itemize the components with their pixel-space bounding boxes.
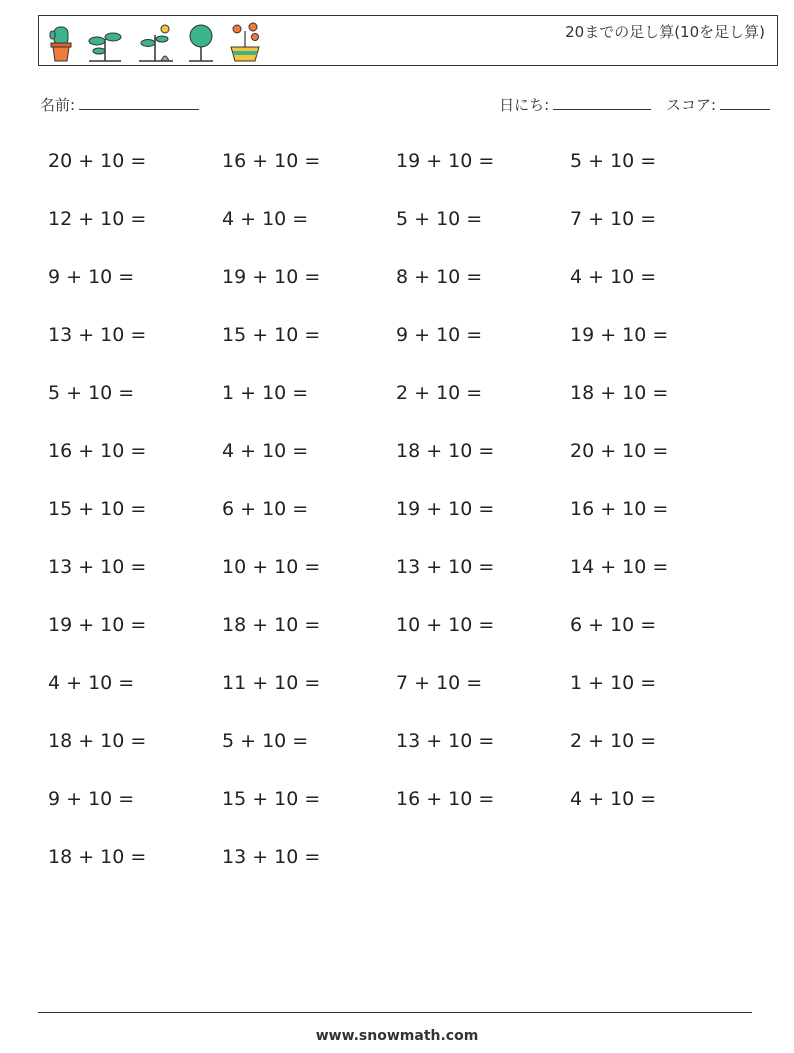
problem-item: 6 + 10 = (222, 498, 309, 520)
problem-item: 10 + 10 = (396, 614, 495, 636)
flower-plants-icon (135, 23, 175, 63)
date-blank[interactable] (553, 95, 651, 110)
icon-strip (47, 21, 263, 63)
sprout-icon (85, 27, 125, 63)
problem-item: 16 + 10 = (48, 440, 147, 462)
tree-icon (185, 23, 217, 63)
worksheet-title: 20までの足し算(10を足し算) (565, 23, 765, 41)
problem-item: 18 + 10 = (396, 440, 495, 462)
problem-item: 19 + 10 = (396, 150, 495, 172)
problem-item: 16 + 10 = (222, 150, 321, 172)
problem-item: 4 + 10 = (48, 672, 135, 694)
problem-item: 16 + 10 = (396, 788, 495, 810)
problem-item: 20 + 10 = (570, 440, 669, 462)
date-score-fields (499, 94, 770, 115)
problem-item: 1 + 10 = (222, 382, 309, 404)
problem-item: 2 + 10 = (396, 382, 483, 404)
problem-item: 6 + 10 = (570, 614, 657, 636)
header-box (38, 15, 778, 66)
name-blank[interactable] (79, 95, 199, 110)
problem-grid (48, 146, 748, 900)
problem-item: 13 + 10 = (396, 556, 495, 578)
problem-item: 19 + 10 = (396, 498, 495, 520)
problem-item: 5 + 10 = (396, 208, 483, 230)
problem-item: 15 + 10 = (222, 788, 321, 810)
problem-item: 12 + 10 = (48, 208, 147, 230)
hanging-plant-pot-icon (227, 21, 263, 63)
problem-item: 15 + 10 = (222, 324, 321, 346)
problem-item: 19 + 10 = (48, 614, 147, 636)
problem-item: 7 + 10 = (396, 672, 483, 694)
cactus-pot-icon (47, 23, 75, 63)
problem-item: 19 + 10 = (570, 324, 669, 346)
name-label: 名前: (40, 96, 76, 114)
problem-item: 13 + 10 = (396, 730, 495, 752)
date-label: 日にち: (499, 96, 550, 114)
problem-item: 2 + 10 = (570, 730, 657, 752)
problem-item: 5 + 10 = (570, 150, 657, 172)
problem-item: 13 + 10 = (48, 324, 147, 346)
problem-item: 4 + 10 = (570, 788, 657, 810)
info-row (40, 94, 770, 116)
problem-item: 9 + 10 = (396, 324, 483, 346)
footer-url: www.snowmath.com (315, 1028, 479, 1044)
score-blank[interactable] (720, 95, 770, 110)
problem-item: 5 + 10 = (48, 382, 135, 404)
problem-item: 4 + 10 = (222, 208, 309, 230)
problem-item: 14 + 10 = (570, 556, 669, 578)
problem-item: 15 + 10 = (48, 498, 147, 520)
problem-item: 18 + 10 = (222, 614, 321, 636)
problem-item: 7 + 10 = (570, 208, 657, 230)
problem-item: 16 + 10 = (570, 498, 669, 520)
problem-item: 9 + 10 = (48, 788, 135, 810)
problem-item: 13 + 10 = (222, 846, 321, 868)
problem-item: 9 + 10 = (48, 266, 135, 288)
problem-item: 4 + 10 = (570, 266, 657, 288)
problem-item: 18 + 10 = (570, 382, 669, 404)
problem-item: 8 + 10 = (396, 266, 483, 288)
name-field (40, 94, 199, 115)
problem-item: 19 + 10 = (222, 266, 321, 288)
score-label: スコア: (665, 96, 716, 114)
problem-item: 18 + 10 = (48, 730, 147, 752)
problem-item: 5 + 10 = (222, 730, 309, 752)
problem-item: 18 + 10 = (48, 846, 147, 868)
problem-item: 13 + 10 = (48, 556, 147, 578)
footer-divider (38, 1012, 752, 1013)
problem-item: 11 + 10 = (222, 672, 321, 694)
problem-item: 20 + 10 = (48, 150, 147, 172)
problem-item: 10 + 10 = (222, 556, 321, 578)
problem-item: 4 + 10 = (222, 440, 309, 462)
problem-item: 1 + 10 = (570, 672, 657, 694)
